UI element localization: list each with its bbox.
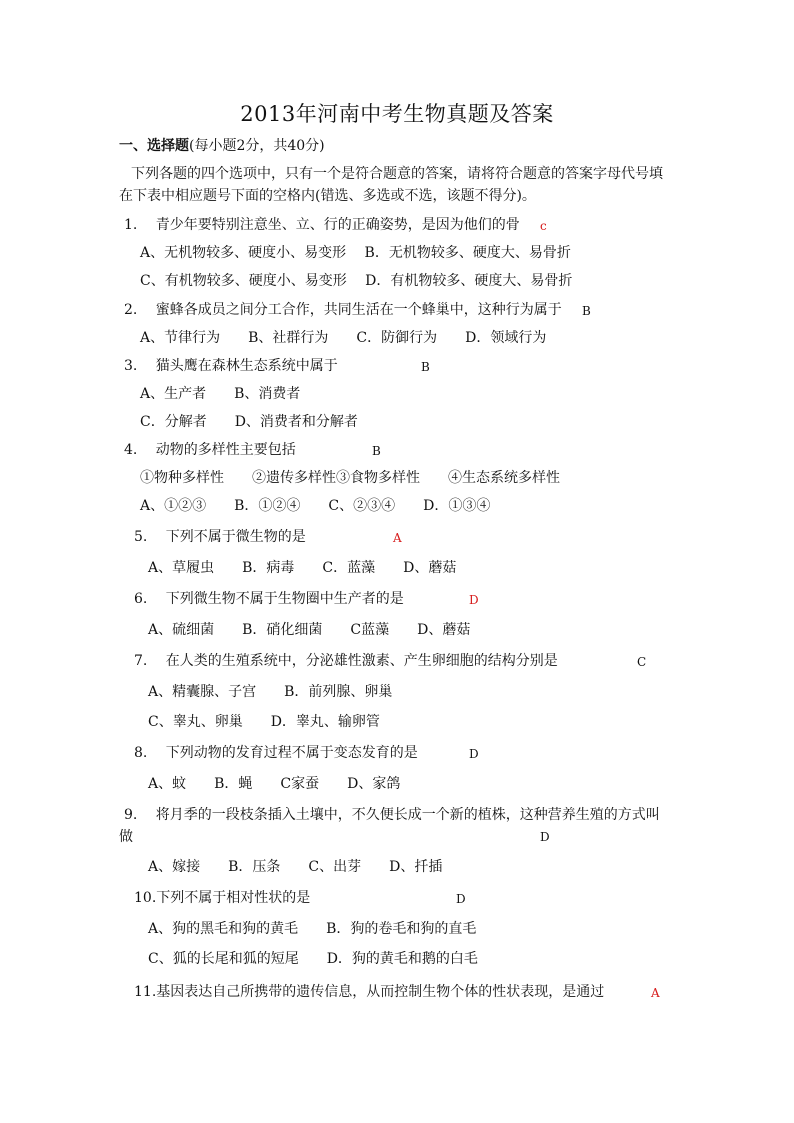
question-6-option-line: A、硫细菌 B．硝化细菌 C蓝藻 D、蘑菇 bbox=[148, 622, 471, 638]
question-10-option-line: A、狗的黑毛和狗的黄毛 B．狗的卷毛和狗的直毛 bbox=[148, 921, 477, 937]
page-title: 2013年河南中考生物真题及答案 bbox=[240, 102, 554, 126]
section-heading: 一、选择题 bbox=[119, 138, 189, 154]
instructions-line-2: 在下表中相应题号下面的空格内(错选、多选或不选，该题不得分)。 bbox=[119, 188, 536, 204]
question-4-option-line: ①物种多样性 ②遗传多样性③食物多样性 ④生态系统多样性 bbox=[140, 470, 560, 486]
question-4-stem: 4. 动物的多样性主要包括 bbox=[124, 442, 296, 458]
question-2-stem: 2. 蜜蜂各成员之间分工合作，共同生活在一个蜂巢中，这种行为属于 bbox=[124, 302, 562, 318]
question-5-answer: A bbox=[393, 531, 402, 545]
question-7-answer: C bbox=[637, 655, 647, 669]
question-7-option-line: C、睾丸、卵巢 D．睾丸、输卵管 bbox=[148, 714, 380, 730]
question-3-option-line: A、生产者 B、消费者 bbox=[140, 386, 301, 402]
question-4-option-line: A、①②③ B．①②④ C、②③④ D．①③④ bbox=[140, 498, 491, 514]
question-10-answer: D bbox=[456, 892, 466, 906]
section-header bbox=[119, 136, 325, 156]
question-5-stem: 5. 下列不属于微生物的是 bbox=[134, 529, 306, 545]
question-3-answer: B bbox=[421, 360, 430, 374]
question-11-answer: A bbox=[651, 986, 660, 1000]
question-8-stem: 8. 下列动物的发育过程不属于变态发育的是 bbox=[134, 745, 418, 761]
question-11-stem: 11.基因表达自己所携带的遗传信息，从而控制生物个体的性状表现，是通过 bbox=[134, 984, 605, 1000]
question-9-stem: 9. 将月季的一段枝条插入土壤中，不久便长成一个新的植株，这种营养生殖的方式叫 bbox=[124, 807, 660, 823]
question-6-answer: D bbox=[469, 593, 479, 607]
question-5-option-line: A、草履虫 B．病毒 C．蓝藻 D、蘑菇 bbox=[148, 560, 457, 576]
question-7-stem: 7. 在人类的生殖系统中，分泌雄性激素、产生卵细胞的结构分别是 bbox=[134, 653, 558, 669]
question-7-option-line: A、精囊腺、子宫 B．前列腺、卵巢 bbox=[148, 684, 393, 700]
question-9-answer: D bbox=[540, 830, 550, 844]
question-2-answer: B bbox=[582, 304, 591, 318]
question-8-answer: D bbox=[469, 747, 479, 761]
question-9-option-line: A、嫁接 B．压条 C、出芽 D、扦插 bbox=[148, 859, 443, 875]
question-3-option-line: C．分解者 D、消费者和分解者 bbox=[140, 414, 358, 430]
question-10-option-line: C、狐的长尾和狐的短尾 D．狗的黄毛和鹅的白毛 bbox=[148, 951, 478, 967]
instructions-line-1: 下列各题的四个选项中，只有一个是符合题意的答案，请将符合题意的答案字母代号填 bbox=[131, 166, 663, 182]
question-10-stem: 10.下列不属于相对性状的是 bbox=[134, 890, 311, 906]
question-6-stem: 6. 下列微生物不属于生物圈中生产者的是 bbox=[134, 591, 404, 607]
question-8-option-line: A、蚊 B．蝇 C家蚕 D、家鸽 bbox=[148, 776, 401, 792]
question-1-option-line: A、无机物较多、硬度小、易变形 B．无机物较多、硬度大、易骨折 bbox=[140, 245, 571, 261]
question-3-stem: 3. 猫头鹰在森林生态系统中属于 bbox=[124, 358, 338, 374]
section-note: (每小题2分，共40分) bbox=[189, 138, 325, 154]
question-1-answer: c bbox=[540, 219, 547, 233]
question-1-option-line: C、有机物较多、硬度小、易变形 D．有机物较多、硬度大、易骨折 bbox=[140, 273, 573, 289]
question-1-stem: 1. 青少年要特别注意坐、立、行的正确姿势，是因为他们的骨 bbox=[124, 217, 520, 233]
question-4-answer: B bbox=[372, 444, 381, 458]
question-9-stem-continued: 做 bbox=[119, 829, 133, 845]
question-2-option-line: A、节律行为 B、社群行为 C．防御行为 D．领域行为 bbox=[140, 330, 547, 346]
